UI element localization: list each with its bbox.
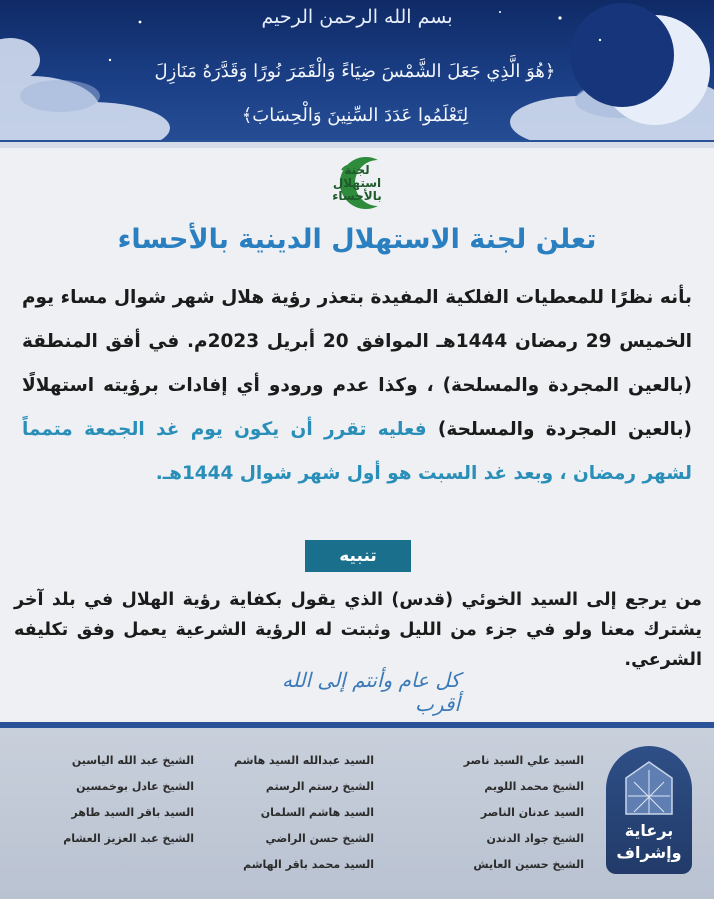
logo-text — [318, 152, 396, 214]
sponsor-label — [606, 820, 692, 864]
name-item: السيد عدنان الناصر — [480, 806, 584, 819]
name-item: الشيخ جواد الدندن — [486, 832, 584, 845]
name-item: الشيخ عبد الله الياسين — [71, 754, 194, 767]
body-part-1: بأنه نظرًا للمعطيات الفلكية المفيدة بتعذر رؤية هلال شهر شوال مساء يوم الخميس 29 رمضان 1444هـ الموافق 20 أبريل 2023م. في أفق المنطقة (بالعين المجردة والمسلحة) ، وكذا عدم ورودو أي إفادات برؤيته استهلالًا (بالعين المجردة والمسلحة) — [22, 287, 693, 440]
logo-line-2: استهلال — [332, 175, 382, 190]
announcement-title: تعلن لجنة الاستهلال الدينية بالأحساء — [117, 224, 597, 255]
name-item: السيد باقر السيد طاهر — [71, 806, 194, 819]
name-item: الشيخ حسين العايش — [473, 858, 584, 871]
logo-line-3: بالأحساء — [332, 188, 382, 203]
sponsor-line-1: برعاية — [624, 821, 674, 840]
notice-badge: تنبيه — [305, 540, 411, 572]
sponsor-line-2: وإشراف — [616, 843, 682, 862]
names-column-2 — [234, 748, 374, 878]
quran-verse — [120, 50, 590, 138]
header-banner — [0, 0, 714, 148]
verse-line-1: ﴿هُوَ الَّذِي جَعَلَ الشَّمْسَ ضِيَاءً وَالْقَمَرَ نُورًا وَقَدَّرَهُ مَنَازِلَ — [154, 61, 556, 82]
name-item: الشيخ عبد العزيز العشام — [63, 832, 194, 845]
footer-panel — [0, 722, 714, 899]
names-column-1 — [424, 748, 584, 878]
name-item: الشيخ حسن الراضي — [265, 832, 374, 845]
logo-line-1: لجنة — [344, 162, 370, 177]
committee-logo — [318, 152, 396, 214]
announcement-body — [22, 276, 692, 496]
names-column-3 — [34, 748, 194, 852]
name-item: السيد عبدالله السيد هاشم — [234, 754, 374, 767]
name-item: السيد محمد باقر الهاشم — [243, 858, 374, 871]
body-decision: فعليه تقرر أن يكون يوم غد الجمعة متمماً لشهر رمضان ، وبعد غد السبت هو أول شهر شوال 1444هـ. — [22, 419, 692, 484]
name-item: الشيخ عادل بوخمسين — [76, 780, 194, 793]
notice-text: من يرجع إلى السيد الخوئي (قدس) الذي يقول بكفاية رؤية الهلال في بلد آخر يشترك معنا ولو في جزء من الليل وثبتت له الرؤية الشرعية يعمل وفق تكليفه الشرعي. — [14, 590, 702, 670]
name-item: الشيخ محمد اللويم — [484, 780, 584, 793]
header-divider — [0, 140, 714, 148]
closing-calligraphy: كل عام وأنتم إلى الله أقرب — [282, 668, 460, 716]
basmala-calligraphy: بسم الله الرحمن الرحيم — [261, 6, 453, 28]
name-item: السيد علي السيد ناصر — [463, 754, 584, 767]
verse-line-2: لِتَعْلَمُوا عَدَدَ السِّنِينَ وَالْحِسَابَ﴾ — [241, 105, 469, 126]
name-item: السيد هاشم السلمان — [260, 806, 374, 819]
mosque-window-icon — [624, 760, 674, 816]
name-item: الشيخ رستم الرستم — [265, 780, 374, 793]
sponsor-emblem — [606, 746, 692, 874]
